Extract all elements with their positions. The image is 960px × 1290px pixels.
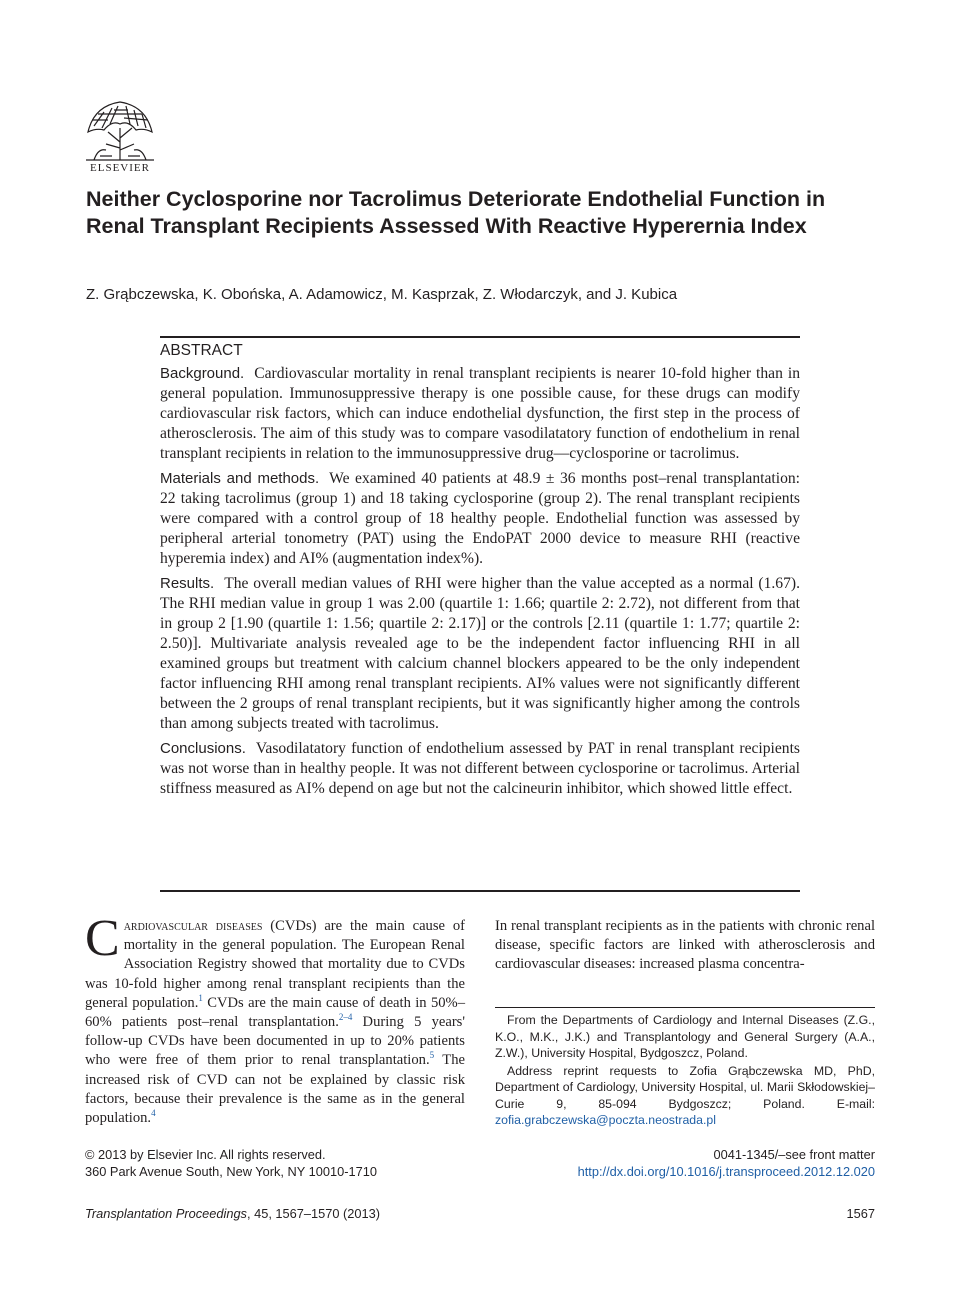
reference-link[interactable]: 2–4 (338, 1012, 353, 1023)
publisher-address: 360 Park Avenue South, New York, NY 10010-1710 (85, 1163, 377, 1179)
abstract-section-text: The overall median values of RHI were higher than the value accepted as a normal (1.67). The RHI median value in group 1 was 2.00 (quartile 1: 1.66; quartile 2: 2.72), not different from that in group 2 [1.90 (quartile 1: 1.56; quartile 2: 2.17)] or the controls [2.11 (quartile 1: 1.77; quartile 2: 2.50)]. Multivariate analysis revealed age to be the independent factor influencing RHI in all examined groups but treatment with calcium channel blockers appeared to be the only independent factor influencing RHI among renal transplant recipients. AI% values were not significantly different between the 2 groups of renal transplant recipients, but it was significantly higher among the controls than among subjects treated with tacrolimus. (160, 575, 800, 732)
correspondence-text: Address reprint requests to Zofia Grąbczewska MD, PhD, Department of Cardiology, University Hospital, ul. Marii Skłodowskiej–Curie 9, 85-094 Bydgoszcz; Poland. E-mail: (495, 1063, 875, 1111)
publisher-wordmark: ELSEVIER (90, 162, 150, 174)
affiliation-note: From the Departments of Cardiology and Internal Diseases (Z.G., K.O., M.K., J.K.) and Transplantology and General Surgery (A.A., Z.W.), University Hospital, Bydgoszcz, Poland. (495, 1013, 875, 1060)
page-number: 1567 (846, 1206, 875, 1221)
drop-cap: C (85, 910, 120, 967)
abstract-bottom-rule (160, 890, 800, 892)
copyright-block (85, 1147, 505, 1180)
journal-citation (85, 1206, 585, 1221)
body-sentence: (CVDs) are the main cause of mortality in the general population. The European Renal Association Registry showed that mortality due to CVDs was 10-fold higher among renal transplant recipients than the general population. (85, 918, 465, 1011)
doi-link[interactable]: http://dx.doi.org/10.1016/j.transproceed.2012.12.020 (577, 1163, 875, 1179)
abstract-section-label: Background. (160, 365, 245, 382)
body-column-left (85, 910, 465, 1128)
footnote-rule (495, 1007, 875, 1008)
abstract-section-text: Cardiovascular mortality in renal transplant recipients is nearer 10-fold higher than in general population. Immunosuppressive therapy is one possible cause, for these drugs can modify cardiovascular risk factors, which can induce endothelial dysfunction, the first step in the process of atherosclerosis. The aim of this study was to compare vasodilatatory function of endothelium in renal transplant recipients in relation to the immunosuppressive drug—cyclosporine or tacrolimus. (160, 365, 800, 462)
abstract-methods (160, 469, 800, 569)
reference-link[interactable]: 5 (429, 1050, 435, 1061)
volume-pages: , 45, 1567–1570 (2013) (246, 1206, 381, 1221)
body-sentence: The increased risk of CVD can not be explained by classic risk factors, because their prevalence is the same as in the general population. (85, 1052, 465, 1127)
footnotes (495, 1012, 875, 1130)
issn-line: 0041-1345/–see front matter (713, 1147, 875, 1162)
abstract-background (160, 364, 800, 464)
body-sentence: During 5 years' follow-up CVDs have been documented in up to 20% patients who were free of them prior to renal transplantation. (85, 1014, 465, 1069)
journal-name: Transplantation Proceedings (85, 1206, 247, 1221)
author-list: Z. Grąbczewska, K. Obońska, A. Adamowicz, M. Kasprzak, Z. Włodarczyk, and J. Kubica (86, 286, 678, 303)
abstract-section-label: Results. (160, 575, 215, 592)
abstract-top-rule (160, 336, 800, 338)
correspondence-note (495, 1063, 875, 1129)
abstract-results (160, 574, 800, 734)
email-link[interactable]: zofia.grabczewska@poczta.neostrada.pl (495, 1113, 716, 1127)
reference-link[interactable]: 4 (151, 1108, 156, 1119)
lead-in-smallcaps: ardiovascular diseases (123, 918, 263, 934)
reference-link[interactable]: 1 (198, 992, 203, 1003)
abstract-section-label: Conclusions. (160, 740, 246, 757)
article-title: Neither Cyclosporine nor Tacrolimus Deteriorate Endothelial Function in Renal Transplant Recipients Assessed With Reactive Hyperernia Index (86, 187, 826, 238)
copyright-line: © 2013 by Elsevier Inc. All rights reserved. (85, 1147, 326, 1162)
abstract-heading: ABSTRACT (160, 342, 243, 359)
abstract-section-text: Vasodilatatory function of endothelium assessed by PAT in renal transplant recipients was not worse than in healthy people. It was not different between cyclosporine or tacrolimus. Arterial stiffness measured as AI% depend on age but not the calcineurin inhibitor, which showed little effect. (160, 740, 800, 797)
body-sentence: CVDs are the main cause of death in 50%–60% patients post–renal transplantation. (85, 994, 465, 1031)
body-column-right: In renal transplant recipients as in the patients with chronic renal disease, specific factors are linked with atherosclerosis and cardiovascular diseases: increased plasma concentra- (495, 918, 875, 973)
issn-block (480, 1147, 875, 1180)
abstract-block (160, 342, 800, 804)
abstract-section-text: We examined 40 patients at 48.9 ± 36 months post–renal transplantation: 22 taking tacrolimus (group 1) and 18 taking cyclosporine (group 2). The renal transplant recipients were compared with a control group of 18 healthy people. Endothelial function was assessed by peripheral arterial tonometry (PAT) using the EndoPAT 2000 device to measure RHI (reactive hyperemia index) and AI% (augmentation index%). (160, 470, 800, 567)
abstract-section-label: Materials and methods. (160, 470, 320, 487)
abstract-conclusions (160, 739, 800, 799)
